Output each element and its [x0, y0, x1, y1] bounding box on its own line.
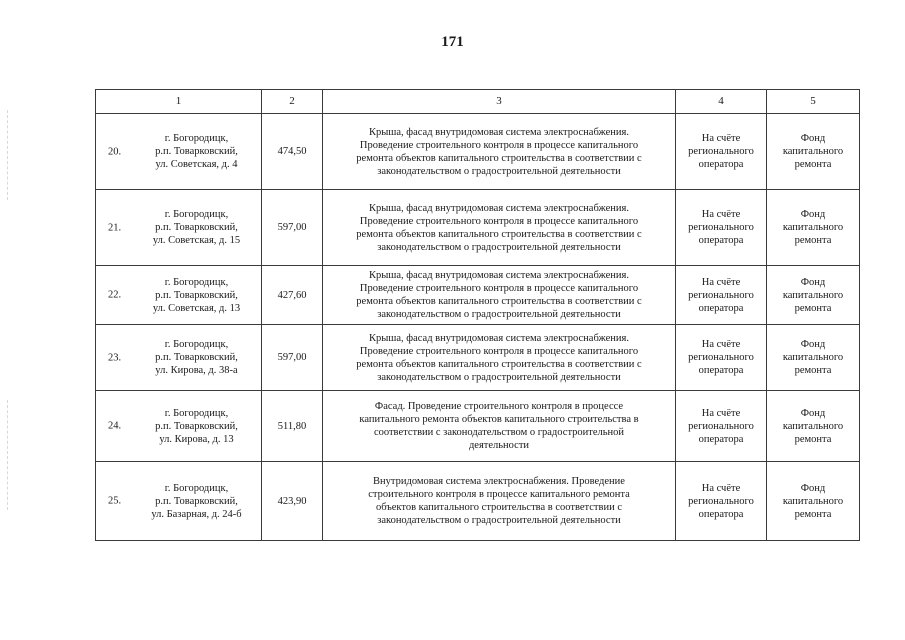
row-number: 23.: [108, 352, 122, 363]
account-line: регионального: [688, 352, 754, 363]
address-line: ул. Кирова, д. 38-а: [155, 365, 238, 376]
page-number: 171: [441, 34, 464, 50]
address-line: ул. Кирова, д. 13: [159, 433, 234, 445]
address-text: [136, 338, 257, 377]
works-line: Крыша, фасад внутридомовая система электроснабжения.: [368, 202, 629, 214]
column-header-1: 1: [96, 90, 262, 114]
address-text: [136, 132, 257, 171]
scan-margin-line: [7, 400, 8, 510]
works-line: Крыша, фасад внутридомовая система электроснабжения.: [368, 270, 629, 281]
address-text: [136, 208, 257, 247]
fund-line: Фонд: [800, 209, 826, 220]
address-line: р.п. Товарковский,: [155, 495, 238, 507]
fund-cell: [767, 266, 860, 325]
address-line: р.п. Товарковский,: [155, 146, 238, 157]
works-line: Проведение строительного контроля в процессе капитального: [359, 215, 639, 227]
account-line: оператора: [698, 508, 744, 520]
area-cell: 597,00: [262, 190, 323, 266]
column-header-2: 2: [262, 90, 323, 114]
account-line: регионального: [688, 146, 754, 157]
works-line: законодательством о градостроительной деятельности: [377, 241, 621, 253]
fund-line: ремонта: [794, 302, 832, 314]
fund-cell: [767, 114, 860, 190]
fund-line: Фонд: [800, 339, 826, 350]
account-line: На счёте: [701, 276, 741, 288]
works-line: Крыша, фасад внутридомовая система электроснабжения.: [368, 332, 629, 344]
fund-line: Фонд: [800, 276, 826, 288]
address-cell: [96, 325, 262, 391]
works-line: капитального ремонта объектов капитального строительства в: [359, 414, 639, 425]
fund-line: Фонд: [800, 133, 826, 144]
account-line: На счёте: [701, 339, 741, 350]
column-header-5: 5: [767, 90, 860, 114]
fund-line: ремонта: [794, 433, 832, 445]
table-row: [96, 391, 860, 462]
fund-line: капитального: [782, 222, 844, 233]
address-line: ул. Советская, д. 4: [155, 159, 238, 170]
account-line: регионального: [688, 420, 754, 432]
address-cell: [96, 462, 262, 541]
address-line: г. Богородицк,: [164, 407, 229, 419]
fund-line: капитального: [782, 420, 844, 432]
row-number: 22.: [108, 289, 122, 301]
address-line: р.п. Товарковский,: [155, 222, 238, 233]
works-line: ремонта объектов капитального строительства в соответствии с: [356, 296, 642, 307]
works-cell: [323, 391, 676, 462]
address-cell: [96, 114, 262, 190]
works-line: строительного контроля в процессе капитального ремонта: [368, 489, 630, 500]
column-header-4: 4: [676, 90, 767, 114]
address-cell: [96, 190, 262, 266]
table-row: [96, 114, 860, 190]
area-cell: 511,80: [262, 391, 323, 462]
fund-line: капитального: [782, 289, 844, 301]
account-cell: [676, 462, 767, 541]
account-line: регионального: [688, 289, 754, 301]
account-line: регионального: [688, 222, 754, 233]
works-table: [95, 89, 860, 541]
address-line: ул. Советская, д. 15: [152, 235, 241, 246]
works-cell: [323, 325, 676, 391]
address-line: г. Богородицк,: [164, 339, 229, 350]
table-row: [96, 462, 860, 541]
area-cell: 597,00: [262, 325, 323, 391]
account-line: На счёте: [701, 407, 741, 419]
works-line: Проведение строительного контроля в процессе капитального: [359, 283, 639, 294]
address-line: г. Богородицк,: [164, 133, 229, 144]
works-line: Внутридомовая система электроснабжения. Проведение: [373, 476, 625, 487]
account-line: оператора: [698, 302, 744, 314]
fund-cell: [767, 190, 860, 266]
works-cell: [323, 266, 676, 325]
account-line: На счёте: [701, 482, 741, 494]
fund-line: капитального: [782, 352, 844, 363]
fund-line: ремонта: [794, 159, 832, 170]
account-line: оператора: [698, 433, 744, 445]
address-line: р.п. Товарковский,: [155, 420, 238, 432]
scan-margin-line: [7, 110, 8, 200]
account-line: На счёте: [701, 133, 741, 144]
address-line: г. Богородицк,: [164, 209, 229, 220]
account-line: регионального: [688, 495, 754, 507]
works-cell: [323, 462, 676, 541]
account-cell: [676, 114, 767, 190]
account-line: оператора: [698, 235, 744, 246]
address-line: г. Богородицк,: [164, 482, 229, 494]
works-line: законодательством о градостроительной деятельности: [377, 371, 621, 383]
fund-line: Фонд: [800, 482, 826, 494]
fund-line: капитального: [782, 495, 844, 507]
fund-cell: [767, 462, 860, 541]
address-text: [136, 276, 257, 315]
area-cell: 474,50: [262, 114, 323, 190]
table-row: [96, 325, 860, 391]
fund-cell: [767, 391, 860, 462]
row-number: 20.: [108, 146, 122, 157]
address-line: ул. Базарная, д. 24-б: [151, 508, 242, 520]
works-line: законодательством о градостроительной деятельности: [377, 309, 621, 320]
works-line: законодательством о градостроительной деятельности: [377, 515, 621, 526]
works-line: деятельности: [468, 440, 530, 451]
table-header-row: [96, 90, 860, 114]
fund-line: ремонта: [794, 365, 832, 376]
works-line: ремонта объектов капитального строительства в соответствии с: [356, 228, 642, 240]
row-number: 21.: [108, 222, 122, 233]
account-line: На счёте: [701, 209, 741, 220]
account-cell: [676, 190, 767, 266]
address-text: [136, 482, 257, 521]
table-row: [96, 190, 860, 266]
fund-cell: [767, 325, 860, 391]
address-line: р.п. Товарковский,: [155, 289, 238, 301]
area-cell: 427,60: [262, 266, 323, 325]
works-line: Проведение строительного контроля в процессе капитального: [359, 345, 639, 357]
works-line: Фасад. Проведение строительного контроля в процессе: [374, 401, 624, 412]
address-line: р.п. Товарковский,: [155, 352, 238, 363]
table-row: [96, 266, 860, 325]
account-cell: [676, 266, 767, 325]
fund-line: ремонта: [794, 508, 832, 520]
works-line: ремонта объектов капитального строительства в соответствии с: [356, 358, 642, 370]
column-header-3: 3: [323, 90, 676, 114]
fund-line: ремонта: [794, 235, 832, 246]
row-number: 25.: [108, 495, 122, 507]
address-line: ул. Советская, д. 13: [152, 302, 241, 314]
account-line: оператора: [698, 159, 744, 170]
works-line: Крыша, фасад внутридомовая система электроснабжения.: [368, 126, 629, 138]
address-line: г. Богородицк,: [164, 276, 229, 288]
works-line: законодательством о градостроительной деятельности: [377, 165, 621, 177]
address-cell: [96, 266, 262, 325]
works-cell: [323, 190, 676, 266]
row-number: 24.: [108, 420, 122, 432]
address-cell: [96, 391, 262, 462]
address-text: [136, 407, 257, 446]
works-line: соответствии с законодательством о градостроительной: [373, 427, 625, 438]
account-line: оператора: [698, 365, 744, 376]
fund-line: капитального: [782, 146, 844, 157]
area-cell: 423,90: [262, 462, 323, 541]
works-line: объектов капитального строительства в соответствии с: [376, 502, 622, 513]
works-cell: [323, 114, 676, 190]
works-line: ремонта объектов капитального строительства в соответствии с: [356, 152, 642, 164]
fund-line: Фонд: [800, 407, 826, 419]
works-line: Проведение строительного контроля в процессе капитального: [359, 139, 639, 151]
account-cell: [676, 391, 767, 462]
account-cell: [676, 325, 767, 391]
